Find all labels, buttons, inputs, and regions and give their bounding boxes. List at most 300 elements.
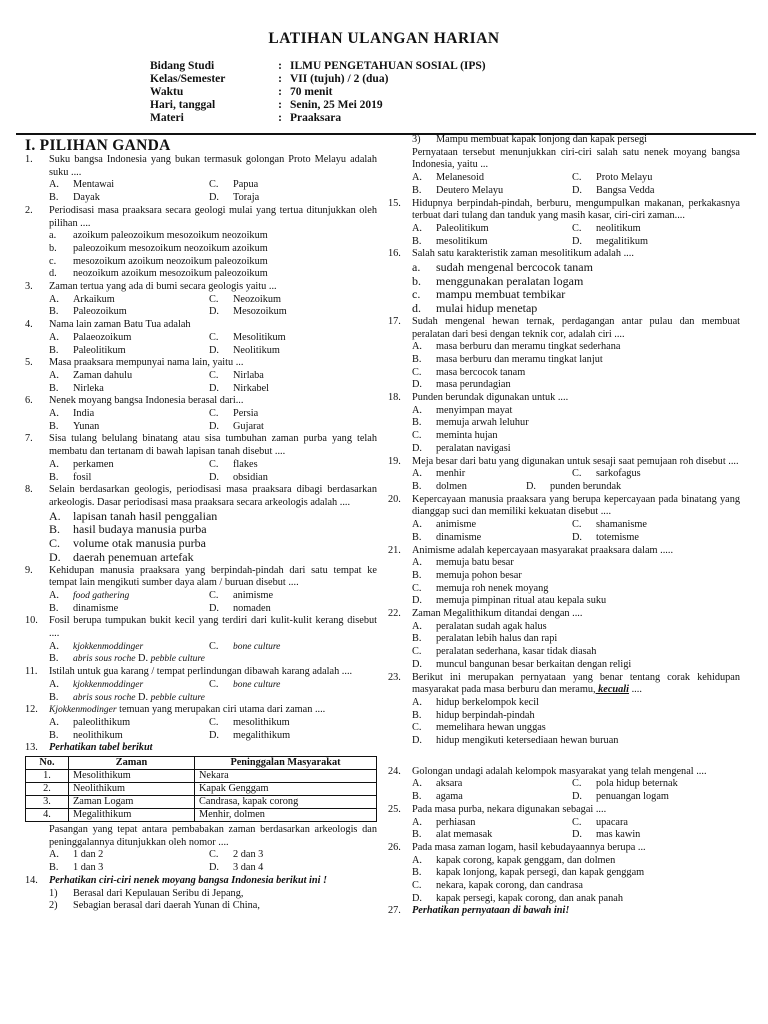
option-letter: D. [209, 192, 220, 204]
option-text: dinamisme [436, 531, 482, 543]
option-a[interactable] [412, 855, 740, 868]
option-letter: C. [209, 589, 219, 601]
option-letter: B. [412, 353, 422, 365]
option-d[interactable] [209, 192, 369, 205]
option-text: bone culture [233, 679, 281, 690]
question-number: 6. [25, 395, 33, 407]
option-text: 2 dan 3 [233, 849, 264, 861]
option-d[interactable] [49, 551, 377, 565]
question-text: Salah satu karakteristik zaman mesolitikum adalah .... [412, 248, 634, 260]
table-row [26, 796, 377, 809]
option-letter: B. [49, 729, 59, 741]
option-b[interactable] [412, 867, 740, 880]
option-b[interactable] [49, 306, 209, 319]
option-text: mampu membuat tembikar [436, 287, 566, 302]
option-a[interactable] [49, 459, 209, 472]
question-number: 23. [388, 671, 401, 683]
question-ellipsis: .... [629, 684, 642, 696]
option-text: kapak persegi, kapak corong, dan anak panah [436, 892, 623, 904]
option-c[interactable] [412, 430, 740, 443]
option-c[interactable] [572, 468, 732, 481]
option-a[interactable] [49, 590, 209, 603]
option-b[interactable] [49, 862, 209, 875]
meta-row-date [150, 99, 486, 112]
option-letter: B. [412, 633, 422, 645]
option-letter: C. [572, 778, 582, 790]
option-a[interactable] [412, 778, 572, 791]
option-b[interactable] [412, 633, 740, 646]
question-text: Pasangan yang tepat antara pembabakan zaman berdasarkan arkeologis dan peninggalannya ditunjukkan oleh nomor .... [49, 824, 377, 848]
question-number: 21. [388, 544, 401, 556]
option-letter: A. [49, 293, 60, 305]
option-letter: b. [412, 273, 421, 288]
option-c[interactable] [412, 288, 740, 302]
question-text: Berikut ini merupakan pernyataan yang benar tentang corak kehidupan masyarakat pada masa berburu dan meramu, [412, 671, 740, 696]
option-d[interactable] [209, 730, 369, 743]
meta-value: 70 menit [290, 86, 333, 98]
option-letter: C. [412, 430, 422, 442]
question-number: 12. [25, 704, 38, 716]
option-a[interactable] [412, 172, 572, 185]
question-number: 22. [388, 608, 401, 620]
option-c[interactable] [209, 641, 369, 654]
question-text: Golongan undagi adalah kelompok masyarakat yang telah mengenal .... [412, 765, 707, 777]
option-text: dolmen [436, 480, 467, 492]
meta-sep: : [278, 73, 282, 85]
option-text: mesolithikum [233, 716, 290, 728]
left-column [25, 137, 377, 913]
option-letter: B. [412, 791, 422, 803]
option-c[interactable] [209, 408, 369, 421]
option-text: kapak corong, kapak genggam, dan dolmen [436, 854, 616, 866]
statement-text: Sebagian berasal dari daerah Yunan di China, [73, 900, 260, 912]
option-letter: D. [138, 653, 149, 665]
option-letter: C. [209, 179, 219, 191]
option-d[interactable] [412, 595, 740, 608]
option-b[interactable] [412, 236, 572, 249]
option-text: paleolithikum [73, 716, 131, 728]
option-text: daerah penemuan artefak [73, 549, 194, 564]
option-c[interactable] [572, 172, 732, 185]
option-text: 3 dan 4 [233, 862, 264, 874]
options-24 [412, 778, 740, 803]
option-text: memuja pimpinan ritual atau kepala suku [436, 595, 607, 607]
question-text: Masa praaksara mempunyai nama lain, yaitu ... [49, 357, 244, 369]
option-a[interactable] [49, 332, 209, 345]
meta-sep: : [278, 99, 282, 111]
option-text: masa berburu dan meramu tingkat sederhana [436, 341, 621, 353]
question-text: Fosil berupa tumpukan bukit kecil yang terdiri dari kulit-kulit kerang disebut .... [49, 615, 377, 640]
option-d[interactable] [412, 443, 740, 456]
question-25 [388, 804, 740, 817]
option-text: Dayak [73, 192, 100, 204]
meta-label: Hari, tanggal [150, 99, 216, 111]
option-d[interactable] [412, 659, 740, 672]
table-cell: Candrasa, kapak corong [195, 796, 377, 809]
option-a[interactable] [49, 179, 209, 192]
option-text: Nirlaba [233, 369, 264, 381]
option-b[interactable] [412, 417, 740, 430]
option-text: masa perundagian [436, 379, 511, 391]
options-25 [412, 817, 740, 842]
option-d[interactable] [209, 421, 369, 434]
option-b[interactable] [412, 185, 572, 198]
question-1 [25, 154, 377, 179]
option-text: totemisme [596, 531, 639, 543]
option-letter: A. [49, 589, 60, 601]
question-22 [388, 608, 740, 621]
statement-number: 2) [49, 900, 58, 912]
option-letter: D. [209, 729, 220, 741]
question-text: Istilah untuk gua karang / tempat perlindungan dibawah karang adalah .... [49, 666, 353, 678]
option-b[interactable] [49, 192, 209, 205]
question-number: 2. [25, 204, 33, 216]
option-letter: B. [412, 480, 422, 492]
option-a[interactable] [412, 519, 572, 532]
table-cell: 2. [26, 783, 69, 796]
option-b[interactable] [412, 710, 740, 723]
option-d[interactable] [209, 306, 369, 319]
question-number: 16. [388, 248, 401, 260]
option-text: alat memasak [436, 829, 493, 841]
option-b[interactable] [412, 570, 740, 583]
option-letter: C. [209, 331, 219, 343]
question-text: Nenek moyang bangsa Indonesia berasal dari... [49, 395, 244, 407]
option-c[interactable] [572, 778, 732, 791]
option-letter: B. [412, 569, 422, 581]
option-letter: D. [412, 735, 423, 747]
option-letter: D. [572, 829, 583, 841]
option-c[interactable] [412, 722, 740, 735]
option-text: neolithikum [73, 729, 123, 741]
option-text: Palaeozoikum [73, 331, 132, 343]
option-c[interactable] [209, 717, 369, 730]
question-number: 18. [388, 392, 401, 404]
option-text: nomaden [233, 602, 271, 614]
option-b[interactable] [49, 523, 377, 537]
artifact-table [25, 756, 377, 822]
option-letter: D. [209, 344, 220, 356]
option-letter: a. [49, 230, 57, 242]
option-letter: B. [412, 829, 422, 841]
option-letter: B. [49, 344, 59, 356]
option-text: Arkaikum [73, 293, 115, 305]
option-letter: C. [412, 722, 422, 734]
option-text: paleozoikum mesozoikum neozoikum azoikum [73, 242, 268, 254]
table-cell: Kapak Genggam [195, 783, 377, 796]
question-number: 10. [25, 615, 38, 627]
option-letter: C. [412, 582, 422, 594]
option-letter: B. [49, 306, 59, 318]
option-a[interactable] [412, 621, 740, 634]
option-text: mas kawin [596, 829, 641, 841]
option-a[interactable] [49, 849, 209, 862]
option-letter: B. [49, 691, 59, 703]
option-d-text[interactable]: pebble culture [150, 654, 205, 665]
option-a[interactable] [412, 557, 740, 570]
option-letter: B. [412, 235, 422, 247]
question-text: Kehidupan manusia praaksara yang berpindah-pindah dari satu tempat ke tempat lain mengikuti sumber daya alam / buruan disebut .... [49, 564, 377, 589]
option-letter: D. [209, 471, 220, 483]
option-b[interactable] [412, 532, 572, 545]
option-letter: A. [49, 458, 60, 470]
option-text: kjokkenmoddinger [73, 679, 144, 690]
option-text: Gujarat [233, 420, 264, 432]
option-d[interactable] [572, 791, 732, 804]
option-c[interactable] [209, 459, 369, 472]
column-header: Peninggalan Masyarakat [195, 757, 377, 770]
question-12 [25, 704, 377, 717]
question-10 [25, 615, 377, 640]
option-letter: A. [412, 404, 423, 416]
option-letter: C. [412, 646, 422, 658]
option-b[interactable] [49, 383, 209, 396]
option-c[interactable] [209, 332, 369, 345]
option-text: Deutero Melayu [436, 184, 504, 196]
exam-info [150, 60, 486, 125]
option-c[interactable] [572, 519, 732, 532]
meta-label: Materi [150, 112, 184, 124]
question-number: 26. [388, 841, 401, 853]
option-a[interactable] [49, 294, 209, 307]
option-a[interactable] [49, 510, 377, 524]
option-letter: A. [49, 369, 60, 381]
option-c[interactable] [209, 179, 369, 192]
option-a[interactable] [412, 341, 740, 354]
option-d[interactable] [209, 472, 369, 485]
question-text: Punden berundak digunakan untuk .... [412, 392, 569, 404]
option-letter: A. [412, 696, 423, 708]
option-text: 1 dan 3 [73, 862, 104, 874]
options-12 [49, 717, 377, 742]
option-d[interactable] [412, 735, 740, 748]
option-c[interactable] [49, 256, 377, 269]
option-text: masa berburu dan meramu tingkat lanjut [436, 353, 603, 365]
option-text: mulai hidup menetap [436, 301, 538, 316]
question-text: Perhatikan tabel berikut [49, 742, 153, 754]
option-text: Mesolitikum [233, 331, 286, 343]
option-d[interactable] [49, 268, 377, 281]
option-d[interactable] [572, 829, 732, 842]
question-text: temuan yang merupakan ciri utama dari zaman .... [116, 704, 326, 716]
option-letter: C. [209, 293, 219, 305]
option-text: peralatan navigasi [436, 442, 511, 454]
option-d[interactable] [572, 236, 732, 249]
option-letter: b. [49, 242, 57, 254]
option-a[interactable] [49, 408, 209, 421]
option-letter: D. [209, 306, 220, 318]
question-text: Periodisasi masa praaksara secara geologi mulai yang tertua ditunjukkan oleh pilihan .... [49, 204, 377, 229]
statement-text: Mampu membuat kapak lonjong dan kapak persegi [436, 134, 648, 145]
option-letter: A. [49, 179, 60, 191]
meta-value: Praaksara [290, 112, 342, 124]
option-letter: D. [412, 442, 423, 454]
option-text: 1 dan 2 [73, 849, 104, 861]
option-c[interactable] [209, 370, 369, 383]
option-letter: D. [526, 480, 537, 492]
option-letter: A. [412, 172, 423, 184]
question-number: 8. [25, 484, 33, 496]
option-letter: C. [209, 458, 219, 470]
option-a[interactable] [412, 405, 740, 418]
option-c[interactable] [209, 590, 369, 603]
question-5 [25, 357, 377, 370]
option-letter: D. [572, 531, 583, 543]
option-c[interactable] [209, 294, 369, 307]
option-letter: C. [209, 408, 219, 420]
option-b-text[interactable]: abris sous roche [73, 692, 136, 703]
option-text: hidup berpindah-pindah [436, 709, 535, 721]
option-text: perkamen [73, 458, 114, 470]
option-c[interactable] [572, 223, 732, 236]
option-d[interactable] [209, 383, 369, 396]
options-7 [49, 459, 377, 484]
option-text: neolitikum [596, 222, 641, 234]
question-number: 15. [388, 197, 401, 209]
option-text: fosil [73, 471, 92, 483]
question-9 [25, 565, 377, 590]
option-letter: D. [572, 235, 583, 247]
option-text: Mentawai [73, 179, 115, 191]
option-d[interactable] [412, 302, 740, 316]
option-c[interactable] [412, 583, 740, 596]
option-a[interactable] [49, 230, 377, 243]
options-10 [49, 641, 377, 654]
question-number: 9. [25, 564, 33, 576]
option-letter: B. [49, 192, 59, 204]
question-text: Perhatikan ciri-ciri nenek moyang bangsa Indonesia berikut ini ! [49, 874, 328, 886]
option-text: memuja roh nenek moyang [436, 582, 549, 594]
question-number: 1. [25, 154, 33, 165]
question-number: 25. [388, 803, 401, 815]
question-number: 14. [25, 874, 38, 886]
option-letter: C. [572, 172, 582, 184]
option-letter: d. [49, 268, 57, 280]
option-b[interactable] [412, 829, 572, 842]
option-b-text[interactable]: abris sous roche [73, 654, 136, 665]
option-c[interactable] [412, 880, 740, 893]
option-letter: C. [209, 716, 219, 728]
option-letter: B. [49, 471, 59, 483]
table-header-row [26, 757, 377, 770]
option-letter: D. [412, 595, 423, 607]
option-b[interactable] [49, 345, 209, 358]
option-d[interactable] [209, 862, 369, 875]
option-d[interactable] [412, 893, 740, 906]
option-a[interactable] [49, 679, 209, 692]
option-c[interactable] [572, 817, 732, 830]
option-b[interactable] [49, 603, 209, 616]
option-a[interactable] [412, 261, 740, 275]
table-row [26, 809, 377, 822]
option-letter: C. [209, 369, 219, 381]
option-letter: A. [412, 557, 423, 569]
option-d[interactable] [572, 532, 732, 545]
meta-label: Waktu [150, 86, 184, 98]
option-b[interactable] [49, 730, 209, 743]
option-text: kjokkenmoddinger [73, 641, 144, 652]
option-a[interactable] [49, 641, 209, 654]
option-letter: C. [572, 222, 582, 234]
option-c[interactable] [412, 367, 740, 380]
option-a[interactable] [412, 697, 740, 710]
option-b[interactable] [49, 472, 209, 485]
option-c[interactable] [209, 679, 369, 692]
table-cell: Menhir, dolmen [195, 809, 377, 822]
question-text: Suku bangsa Indonesia yang bukan termasuk golongan Proto Melayu adalah suku .... [49, 154, 377, 178]
option-text: azoikum paleozoikum mesozoikum neozoikum [73, 230, 268, 242]
question-number: 5. [25, 357, 33, 369]
table-cell: 3. [26, 796, 69, 809]
option-a[interactable] [412, 817, 572, 830]
option-letter: C. [209, 678, 219, 690]
option-b[interactable] [412, 354, 740, 367]
option-a[interactable] [412, 468, 572, 481]
option-letter: C. [572, 816, 582, 828]
question-7 [25, 433, 377, 458]
option-d-text[interactable]: pebble culture [150, 692, 205, 703]
question-17 [388, 316, 740, 341]
option-letter: A. [412, 468, 423, 480]
option-text: food gathering [73, 590, 130, 601]
option-letter: B. [49, 522, 61, 537]
meta-row-topic [150, 112, 486, 125]
option-letter: D. [572, 184, 583, 196]
option-d[interactable] [412, 379, 740, 392]
option-d[interactable] [209, 345, 369, 358]
option-a[interactable] [412, 223, 572, 236]
option-c[interactable] [49, 537, 377, 551]
option-b[interactable] [412, 791, 572, 804]
option-b[interactable] [412, 275, 740, 289]
option-text: pola hidup beternak [596, 778, 678, 790]
option-letter: D. [209, 862, 220, 874]
option-d[interactable] [572, 185, 732, 198]
option-text: Paleolitikum [73, 344, 126, 356]
option-text: hidup berkelompok kecil [436, 696, 539, 708]
option-letter: D. [412, 892, 423, 904]
option-b[interactable] [49, 421, 209, 434]
option-letter: D. [209, 382, 220, 394]
option-text: Paleolitikum [436, 222, 489, 234]
option-text: volume otak manusia purba [73, 536, 206, 551]
meta-label: Kelas/Semester [150, 73, 226, 85]
question-20 [388, 494, 740, 519]
option-a[interactable] [49, 370, 209, 383]
option-letter: B. [49, 653, 59, 665]
option-b[interactable] [49, 243, 377, 256]
option-c[interactable] [209, 849, 369, 862]
option-d[interactable] [526, 481, 732, 494]
table-cell: Nekara [195, 770, 377, 783]
option-letter: A. [412, 620, 423, 632]
question-text: Pada masa zaman logam, hasil kebudayaannya berupa ... [412, 841, 646, 853]
question-text: Pada masa purba, nekara digunakan sebagai .... [412, 803, 607, 815]
option-text: India [73, 408, 95, 420]
question-text: Zaman tertua yang ada di bumi secara geologis yaitu ... [49, 281, 277, 293]
statement-2 [49, 900, 377, 913]
option-a[interactable] [49, 717, 209, 730]
option-letter: C. [572, 519, 582, 531]
question-number: 3. [25, 281, 33, 293]
option-text: peralatan sudah agak halus [436, 620, 547, 632]
table-cell: 4. [26, 809, 69, 822]
column-header: No. [26, 757, 69, 770]
option-d[interactable] [209, 603, 369, 616]
option-text: penuangan logam [596, 791, 669, 803]
question-number: 17. [388, 315, 401, 327]
option-c[interactable] [412, 646, 740, 659]
